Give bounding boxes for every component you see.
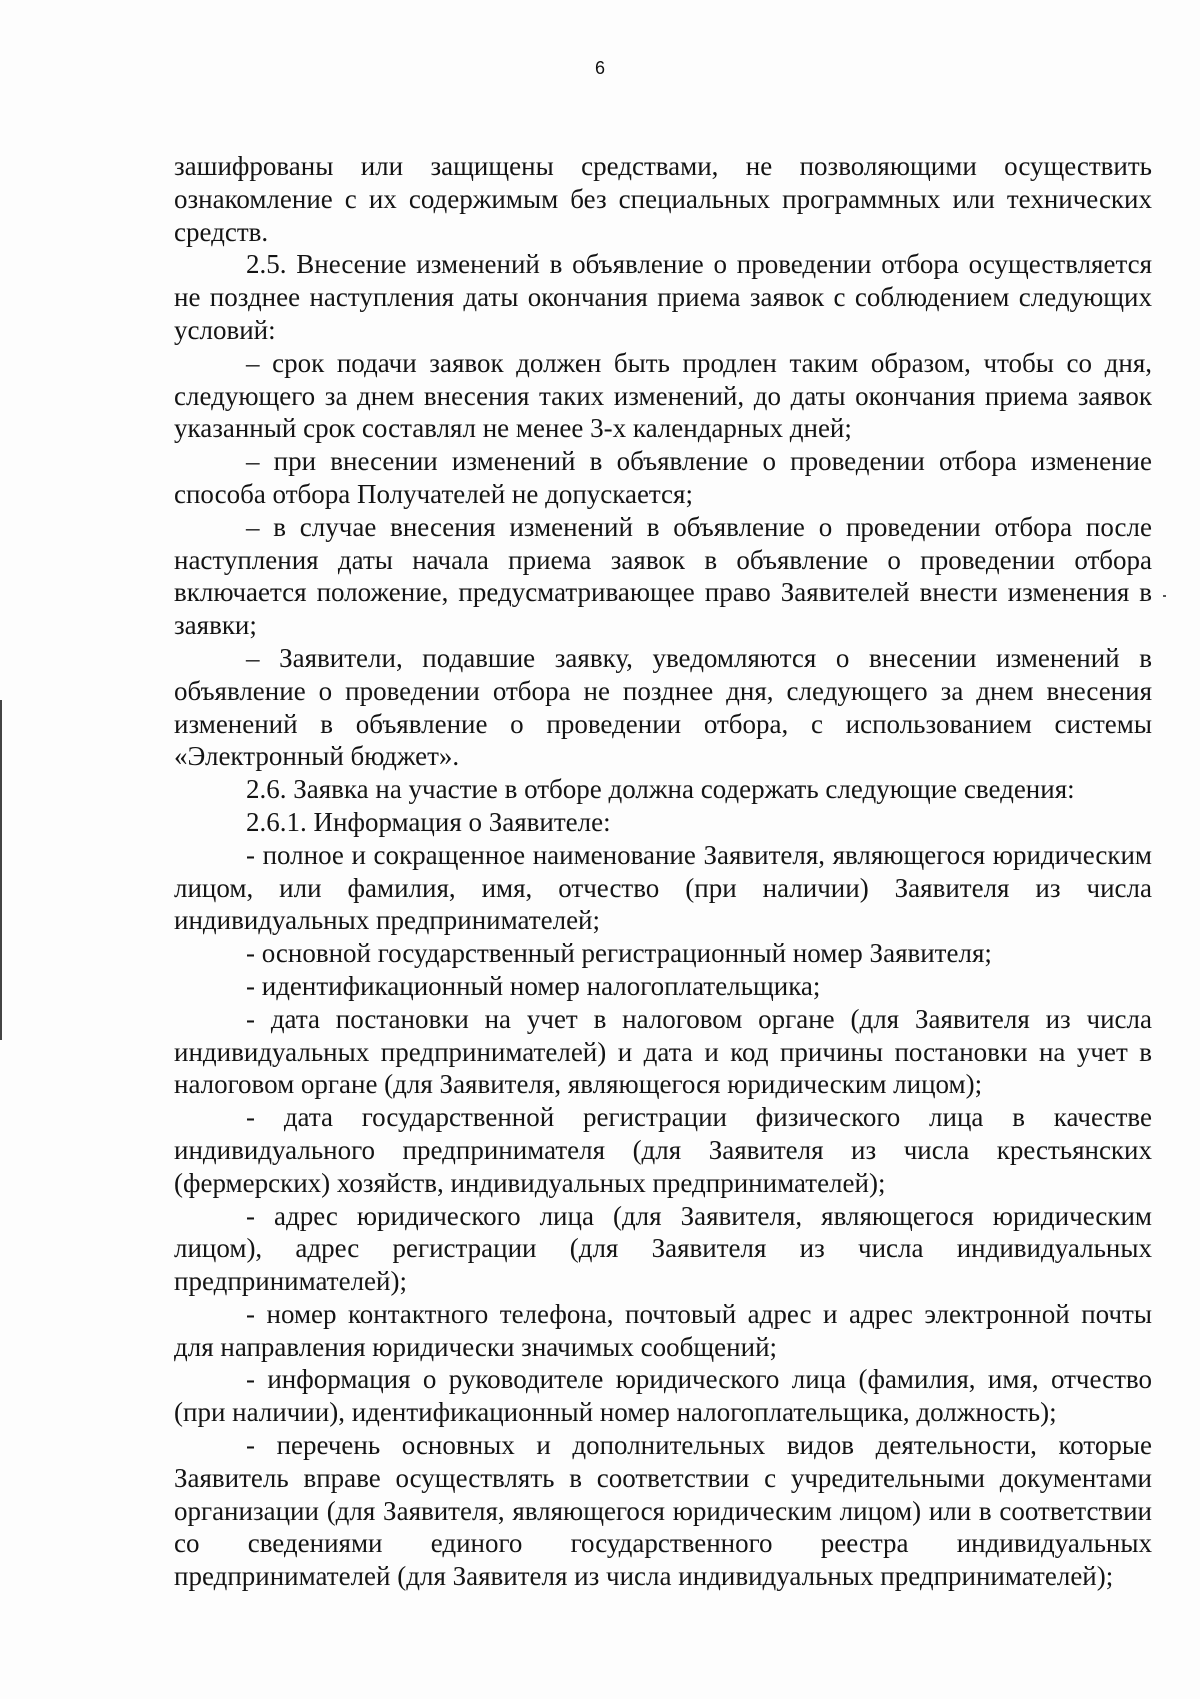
scan-margin-mark (0, 700, 2, 1040)
paragraph-continuation: зашифрованы или защищены средствами, не позволяющими осуществить ознакомление с их содержимым без специальных программных или технических средств. (174, 151, 1152, 247)
list-item-tax-registration-date: - дата постановки на учет в налоговом органе (для Заявителя из числа индивидуальных предпринимателей) и дата и код причины постановки на учет в налоговом органе (для Заявителя, являющегося юридическим лицом); (174, 1003, 1152, 1100)
list-item-term-extension: – срок подачи заявок должен быть продлен таким образом, чтобы со дня, следующего за днем внесения таких изменений, до даты окончания приема заявок указанный срок составлял не менее 3-х календарных дней; (174, 347, 1152, 444)
list-item-state-registration-date: - дата государственной регистрации физического лица в качестве индивидуального предпринимателя (для Заявителя из числа крестьянских (фермерских) хозяйств, индивидуальных предпринимателей); (174, 1102, 1152, 1198)
list-item-after-start: – в случае внесения изменений в объявление о проведении отбора после наступления даты начала приема заявок в объявление о проведении отбора включается положение, предусматривающее право Заявителей внести изменения в заявки; (174, 511, 1152, 641)
scan-artifact-dot (1163, 595, 1166, 597)
paragraph-2-5: 2.5. Внесение изменений в объявление о проведении отбора осуществляется не позднее наступления даты окончания приема заявок с соблюдением следующих условий: (174, 249, 1152, 345)
page-number: 6 (594, 58, 605, 78)
list-item-notification: – Заявители, подавшие заявку, уведомляются о внесении изменений в объявление о проведении отбора не позднее дня, следующего за днем внесения изменений в объявление о проведении отбора, с использованием системы «Электронный бюджет». (174, 642, 1152, 772)
list-item-contacts: - номер контактного телефона, почтовый адрес и адрес электронной почты для направления юридически значимых сообщений; (174, 1298, 1152, 1362)
list-item-address: - адрес юридического лица (для Заявителя, являющегося юридическим лицом), адрес регистрации (для Заявителя из числа индивидуальных предпринимателей); (174, 1200, 1152, 1297)
document-body (174, 150, 1152, 1593)
list-item-activities: - перечень основных и дополнительных видов деятельности, которые Заявитель вправе осуществлять в соответствии с учредительными документами организации (для Заявителя, являющегося юридическим лицом) или в соответствии со сведениями единого государственного реестра индивидуальных предпринимателей (для Заявителя из числа индивидуальных предпринимателей); (174, 1430, 1152, 1592)
list-item-method-change: – при внесении изменений в объявление о проведении отбора изменение способа отбора Получателей не допускается; (174, 446, 1152, 509)
paragraph-2-6-1: 2.6.1. Информация о Заявителе: (246, 806, 611, 837)
list-item-inn: - идентификационный номер налогоплательщика; (246, 970, 821, 1001)
list-item-head-info: - информация о руководителе юридического лица (фамилия, имя, отчество (при наличии), идентификационный номер налогоплательщика, должность); (174, 1364, 1152, 1428)
paragraph-2-6: 2.6. Заявка на участие в отборе должна содержать следующие сведения: (246, 774, 1075, 805)
list-item-full-name: - полное и сокращенное наименование Заявителя, являющегося юридическим лицом, или фамилия, имя, отчество (при наличии) Заявителя из числа индивидуальных предпринимателей; (174, 839, 1152, 936)
list-item-ogrn: - основной государственный регистрационный номер Заявителя; (246, 938, 992, 969)
